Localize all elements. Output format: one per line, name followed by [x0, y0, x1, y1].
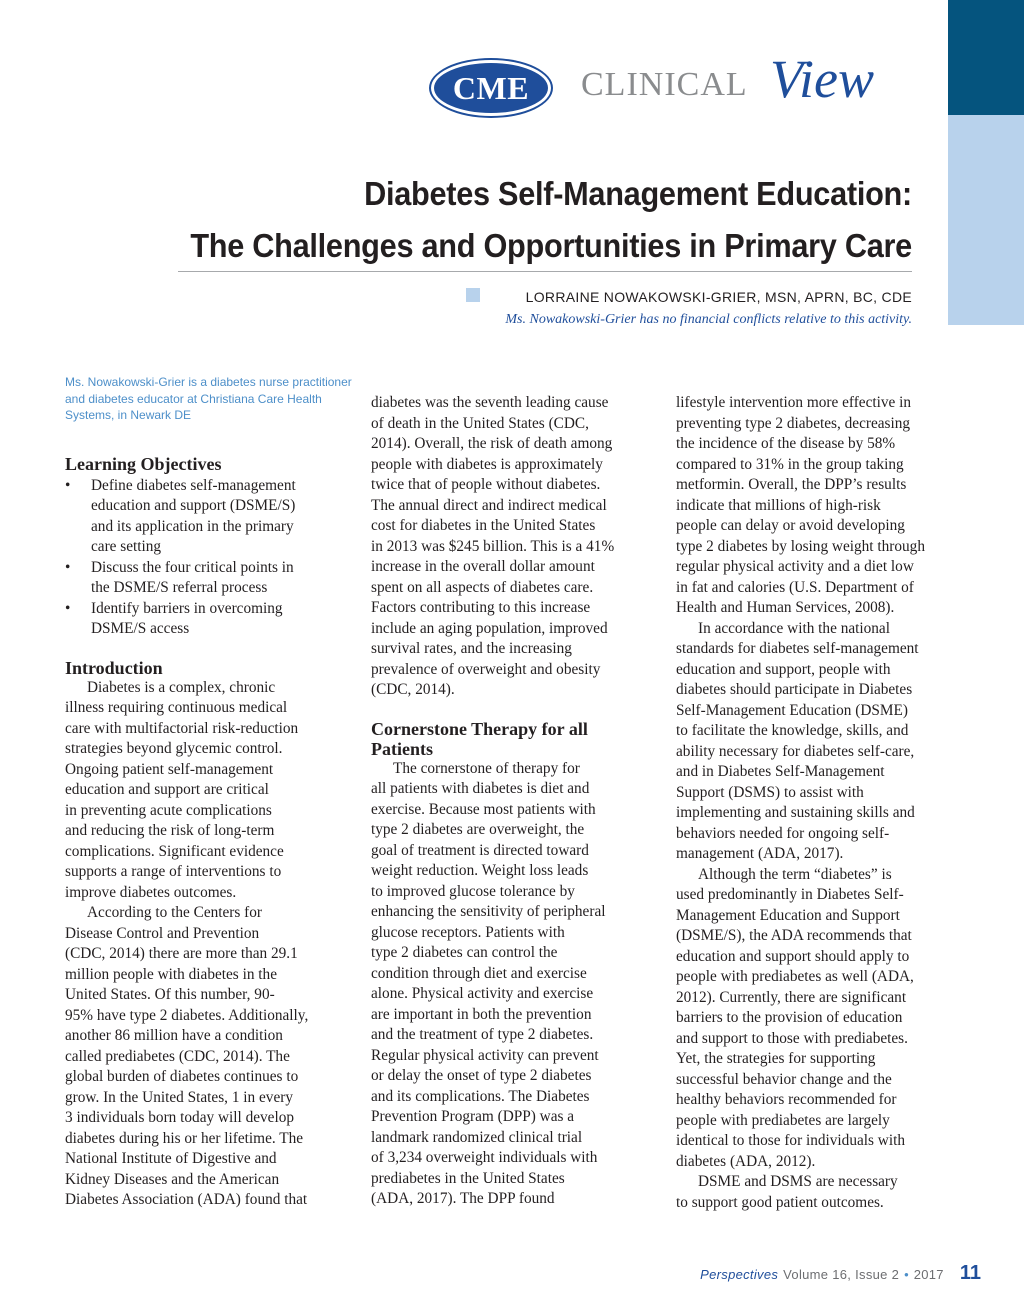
objective-line: education and support (DSME/S) [91, 497, 296, 514]
body-line: metformin. Overall, the DPP’s results [676, 476, 907, 493]
body-line: the incidence of the disease by 58% [676, 435, 896, 452]
cme-badge-text: CME [452, 69, 530, 106]
body-line: National Institute of Digestive and [65, 1150, 277, 1167]
cme-logo-badge [431, 60, 551, 116]
objective-line: DSME/S access [91, 620, 190, 637]
body-line: prevalence of overweight and obesity [371, 660, 601, 678]
objective-line: • Identify barriers in overcoming [91, 599, 283, 617]
author-byline: LORRAINE NOWAKOWSKI-GRIER, MSN, APRN, BC, CDE [525, 289, 912, 305]
body-line: glucose receptors. Patients with [371, 923, 565, 941]
body-line: standards for diabetes self-management [676, 640, 919, 657]
body-line: survival rates, and the increasing [371, 640, 572, 657]
column-2 [371, 393, 661, 1210]
body-line: According to the Centers for [87, 904, 263, 921]
body-line: compared to 31% in the group taking [676, 455, 904, 473]
body-line: 2014). Overall, the risk of death among [371, 435, 613, 452]
heading-introduction: Introduction [65, 657, 163, 678]
objective-line: and its application in the primary [91, 517, 294, 535]
body-line: of death in the United States (CDC, [371, 414, 589, 432]
body-line: education and support, people with [676, 660, 891, 678]
objective-line: • Discuss the four critical points in [91, 558, 294, 576]
heading-learning-objectives: Learning Objectives [65, 453, 222, 474]
body-line: In accordance with the national [698, 619, 890, 637]
heading-line: Cornerstone Therapy for all [371, 718, 588, 739]
objectives-list [65, 476, 350, 640]
body-line: successful behavior change and the [676, 1070, 892, 1088]
body-line: called prediabetes (CDC, 2014). The [65, 1047, 290, 1065]
body-line: 95% have type 2 diabetes. Additionally, [65, 1006, 309, 1024]
body-line: barriers to the provision of education [676, 1009, 903, 1026]
body-line: landmark randomized clinical trial [371, 1128, 583, 1146]
body-line: lifestyle intervention more effective in [676, 394, 912, 411]
body-line: behaviors needed for ongoing self- [676, 824, 890, 842]
body-line: goal of treatment is directed toward [371, 841, 589, 859]
body-line: diabetes (ADA, 2012). [676, 1152, 816, 1170]
body-line: (ADA, 2017). The DPP found [371, 1190, 555, 1207]
body-text-block [371, 393, 661, 701]
body-line: prediabetes in the United States [371, 1169, 565, 1187]
body-line: Management Education and Support [676, 906, 900, 924]
author-marker-square [466, 288, 480, 302]
body-line: to facilitate the knowledge, skills, and [676, 722, 909, 739]
body-line: and its complications. The Diabetes [371, 1087, 590, 1105]
body-line: preventing type 2 diabetes, decreasing [676, 414, 911, 432]
body-line: diabetes should participate in Diabetes [676, 681, 913, 698]
section-label-view: View [770, 49, 874, 109]
body-line: healthy behaviors recommended for [676, 1091, 897, 1108]
body-line: include an aging population, improved [371, 619, 608, 637]
body-line: strategies beyond glycemic control. [65, 740, 283, 757]
body-line: and in Diabetes Self-Management [676, 763, 885, 780]
body-line: implementing and sustaining skills and [676, 804, 915, 821]
body-line: all patients with diabetes is diet and [371, 780, 590, 797]
body-line: increase in the overall dollar amount [371, 558, 595, 575]
body-line: used predominantly in Diabetes Self- [676, 886, 904, 903]
body-line: Self-Management Education (DSME) [676, 701, 908, 719]
article-title-line: Diabetes Self-Management Education: [364, 175, 912, 212]
body-line: Factors contributing to this increase [371, 599, 591, 616]
body-line: (CDC, 2014) there are more than 29.1 [65, 945, 298, 962]
heading-cornerstone-therapy [371, 719, 661, 759]
body-line: complications. Significant evidence [65, 842, 284, 860]
body-line: are important in both the prevention [371, 1005, 592, 1023]
article-title [190, 168, 912, 272]
body-line: in fat and calories (U.S. Department of [676, 578, 914, 596]
body-line: care with multifactorial risk-reduction [65, 719, 299, 737]
body-line: Regular physical activity can prevent [371, 1046, 599, 1064]
body-line: and the treatment of type 2 diabetes. [371, 1026, 594, 1043]
page-number: 11 [959, 1262, 981, 1284]
introduction-body [65, 678, 350, 1211]
body-line: another 86 million have a condition [65, 1027, 283, 1044]
body-line: regular physical activity and a diet low [676, 558, 914, 575]
objective-line: care setting [91, 538, 162, 555]
body-line: education and support should apply to [676, 947, 910, 965]
page-footer [700, 1262, 981, 1285]
body-line: grow. In the United States, 1 in every [65, 1088, 293, 1106]
body-line: in preventing acute complications [65, 801, 272, 819]
body-line: to support good patient outcomes. [676, 1193, 884, 1211]
heading-line: Patients [371, 738, 433, 759]
body-line: United States. Of this number, 90- [65, 986, 275, 1003]
body-line: people with prediabetes are largely [676, 1111, 890, 1129]
body-line: management (ADA, 2017). [676, 845, 844, 862]
body-line: improve diabetes outcomes. [65, 883, 237, 901]
body-line: spent on all aspects of diabetes care. [371, 578, 594, 596]
footer-separator: • [904, 1267, 909, 1282]
body-line: Kidney Diseases and the American [65, 1170, 280, 1188]
body-line: The cornerstone of therapy for [393, 759, 580, 777]
footer-year: 2017 [913, 1267, 944, 1282]
article-title-line: The Challenges and Opportunities in Primary Care [190, 227, 912, 264]
author-bio [65, 374, 350, 424]
objective-item [65, 476, 350, 558]
body-line: to improved glucose tolerance by [371, 882, 575, 900]
body-line: twice that of people without diabetes. [371, 476, 601, 493]
body-line: The annual direct and indirect medical [371, 496, 607, 514]
body-line: alone. Physical activity and exercise [371, 985, 594, 1002]
body-line: (DSME/S), the ADA recommends that [676, 927, 912, 944]
body-line: weight reduction. Weight loss leads [371, 862, 589, 879]
body-line: cost for diabetes in the United States [371, 517, 596, 534]
body-line: ability necessary for diabetes self-care, [676, 742, 915, 760]
column-3 [676, 393, 966, 1213]
body-line: type 2 diabetes by losing weight through [676, 537, 925, 555]
body-line: people with diabetes is approximately [371, 455, 603, 473]
body-line: Ongoing patient self-management [65, 760, 274, 778]
objective-line: • Define diabetes self-management [91, 476, 296, 494]
body-line: DSME and DSMS are necessary [698, 1173, 898, 1190]
body-line: identical to those for individuals with [676, 1132, 905, 1149]
body-line: diabetes was the seventh leading cause [371, 394, 609, 411]
body-line: Although the term “diabetes” is [698, 865, 892, 883]
objective-line: the DSME/S referral process [91, 579, 268, 596]
cornerstone-body [371, 759, 661, 1210]
body-line: Support (DSMS) to assist with [676, 783, 864, 801]
body-line: global burden of diabetes continues to [65, 1068, 299, 1085]
body-line: people with prediabetes as well (ADA, [676, 968, 914, 985]
header-color-bar-light [948, 115, 1024, 325]
body-line: people can delay or avoid developing [676, 517, 905, 534]
body-line: of 3,234 overweight individuals with [371, 1149, 598, 1166]
body-line: type 2 diabetes are overweight, the [371, 821, 585, 838]
body-line: or delay the onset of type 2 diabetes [371, 1067, 592, 1084]
body-line: 3 individuals born today will develop [65, 1109, 294, 1126]
objective-item [65, 599, 350, 640]
body-line: supports a range of interventions to [65, 863, 282, 880]
disclosure-note: Ms. Nowakowski-Grier has no financial conflicts relative to this activity. [505, 312, 912, 327]
footer-journal-name: Perspectives [700, 1267, 779, 1282]
body-line: and reducing the risk of long-term [65, 822, 275, 839]
body-line: enhancing the sensitivity of peripheral [371, 903, 606, 920]
body-line: condition through diet and exercise [371, 964, 587, 982]
title-divider [178, 271, 912, 272]
body-line: indicate that millions of high-risk [676, 496, 881, 514]
body-line: in 2013 was $245 billion. This is a 41% [371, 537, 615, 555]
objective-item [65, 558, 350, 599]
body-line: Health and Human Services, 2008). [676, 599, 895, 616]
column-1 [65, 374, 350, 1211]
body-line: illness requiring continuous medical [65, 699, 288, 716]
body-text-block [676, 393, 966, 1213]
body-line: education and support are critical [65, 781, 269, 798]
header-color-bar-dark [948, 0, 1024, 115]
body-line: (CDC, 2014). [371, 681, 455, 698]
bio-line: Ms. Nowakowski-Grier is a diabetes nurse practitioner [65, 375, 352, 389]
section-label-clinical: CLINICAL [581, 66, 748, 103]
body-line: and support to those with prediabetes. [676, 1029, 908, 1047]
body-line: type 2 diabetes can control the [371, 944, 558, 961]
body-line: diabetes during his or her lifetime. The [65, 1129, 304, 1147]
bio-line: and diabetes educator at Christiana Care Health [65, 391, 322, 406]
bio-line: Systems, in Newark DE [65, 408, 192, 422]
body-line: Diabetes Association (ADA) found that [65, 1191, 308, 1208]
body-line: Disease Control and Prevention [65, 924, 260, 942]
footer-volume: Volume 16, Issue 2 [783, 1267, 900, 1282]
body-line: million people with diabetes in the [65, 965, 277, 983]
body-line: 2012). Currently, there are significant [676, 988, 907, 1006]
body-line: Diabetes is a complex, chronic [87, 678, 276, 696]
body-line: exercise. Because most patients with [371, 800, 596, 818]
body-line: Prevention Program (DPP) was a [371, 1108, 575, 1125]
body-line: Yet, the strategies for supporting [676, 1050, 876, 1067]
